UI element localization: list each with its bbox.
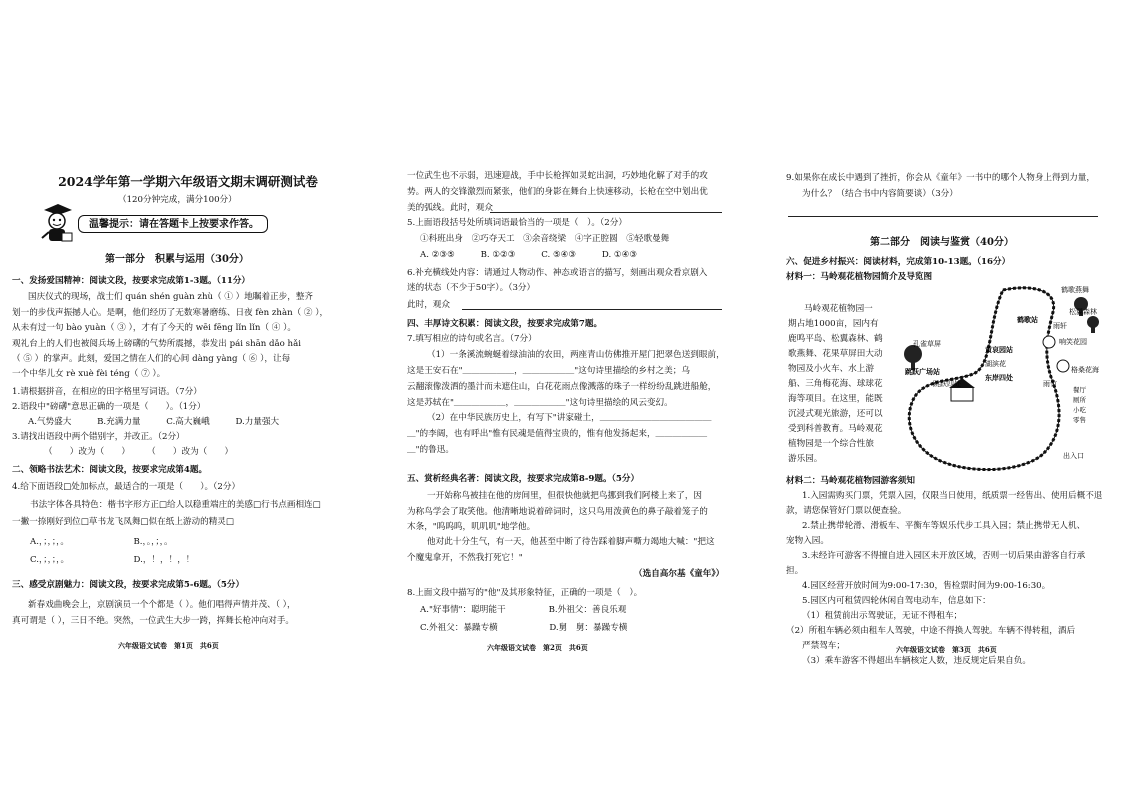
reminder-box: 温馨提示：请在答题卡上按要求作答。 bbox=[78, 215, 268, 233]
intro-line: 歌燕舞、花果草屏田大动 bbox=[788, 349, 883, 359]
text-line: 迷的状态（不少于50字）。（3分） bbox=[407, 283, 536, 293]
section-4: 四、丰厚诗文积累：阅读文段，按要求完成第7题。 bbox=[407, 319, 603, 329]
label-kongque: 孔雀草屏 bbox=[913, 340, 941, 348]
part2-heading: 第二部分 阅读与鉴赏（40分） bbox=[870, 237, 1014, 248]
question-4: 4.给下面语段□处加标点，最适合的一项是（ ）。（2分） bbox=[12, 482, 241, 492]
text-line: 划一的步伐声振撼人心。是啊，他们经历了无数寒暑磨练、日夜 fèn zhàn（ ② ）， bbox=[12, 308, 329, 318]
page-2 bbox=[372, 0, 758, 793]
material-1: 材料一：马岭观花植物园简介及导览图 bbox=[786, 272, 933, 282]
page-footer: 六年级语文试卷 第1页 共6页 bbox=[118, 641, 219, 650]
exam-subtitle: （120分钟完成，满分100分） bbox=[118, 195, 237, 205]
question-3: 3.请找出语段中两个错别字，并改正。（2分） bbox=[12, 432, 185, 442]
rule-line: 担。 bbox=[786, 566, 804, 576]
rule-line: 宠物入园。 bbox=[786, 536, 829, 546]
label-sea: 格桑花海 bbox=[1071, 366, 1099, 374]
answer-line bbox=[462, 309, 722, 310]
text-line: 势。两人的交锋激烈而紧张，他们的身影在舞台上快速移动，长枪在空中划出优 bbox=[407, 187, 708, 197]
text-line: 国庆仪式的现场，战士们 quán shén guàn zhù（ ① ）地瞩着正步，整齐 bbox=[28, 292, 314, 302]
section-1: 一、发扬爱国精神：阅读文段，按要求完成第1-3题。（11分） bbox=[12, 276, 251, 286]
options-q8-cd: C.外祖父：暴躁专横 D.舅 舅：暴躁专横 bbox=[420, 623, 628, 633]
legend-restaurant: 餐厅 bbox=[1073, 386, 1086, 394]
text-line: 新春戏曲晚会上，京剧演员一个个都是（ ）。他们唱得声情并茂、（ ）， bbox=[28, 600, 296, 610]
park-guide-map bbox=[893, 282, 1118, 478]
legend-snack: 小吃 bbox=[1073, 406, 1086, 414]
tree-icon bbox=[1087, 316, 1099, 333]
label-uiguang: 跳跃四处 bbox=[933, 380, 961, 388]
part1-heading: 第一部分 积累与运用（30分） bbox=[105, 254, 249, 265]
intro-line: 船、三角梅花海、球球花 bbox=[788, 379, 883, 389]
options-q8-ab: A."好事情"：聪明能干 B.外祖父：善良乐观 bbox=[420, 605, 627, 615]
label-east: 东岸四处 bbox=[985, 374, 1013, 382]
word-bank-q5: ①科班出身 ②巧夺天工 ③余音绕梁 ④字正腔圆 ⑤轻歌曼舞 bbox=[420, 234, 670, 244]
flower-icon bbox=[1057, 360, 1069, 372]
label-station: 鹤歌站 bbox=[1017, 316, 1038, 324]
text-line: 观礼台上的人们也被阅兵场上磅礴的气势所震撼，恭发出 pái shān dǎo hǎi bbox=[12, 339, 301, 349]
rule-line: （1）租赁前出示驾驶证，无证不得租车； bbox=[802, 611, 963, 621]
text-line: 美的弧线。此时，观众 bbox=[407, 203, 493, 213]
text-line: ＿"的李阔，也有呼出"惟有民魂是值得宝贵的，惟有他发扬起来，＿＿＿＿＿＿ bbox=[407, 429, 708, 439]
rule-line: 5.园区内可租赁四轮休闲自驾电动车，信息如下： bbox=[802, 596, 991, 606]
rule-line: （2）所租车辆必须由租车人驾驶，中途不得换人驾驶。车辆不得转租，酒后 bbox=[786, 626, 1076, 636]
label-shower: 响笑花园 bbox=[1059, 338, 1087, 346]
building-icon bbox=[951, 387, 973, 401]
section-6: 六、促进乡村振兴：阅读材料，完成第10-13题。（16分） bbox=[786, 257, 1011, 267]
question-8: 8.上面文段中描写的"他"及其形象特征，正确的一项是（ ）。 bbox=[407, 588, 643, 598]
options-q4-ab: A.，；，；，。 B.，。，；，。 bbox=[30, 537, 173, 547]
intro-line: 海等项目。在这里，能既 bbox=[788, 394, 883, 404]
intro-line: 沉浸式观光旅游，还可以 bbox=[788, 409, 883, 419]
text-line: （1）一条溪流蜿蜒着绿油油的农田，两座青山仿佛推开屋门把翠色送到眼前， bbox=[427, 350, 725, 360]
student-mascot-icon bbox=[38, 202, 76, 246]
intro-line: 鹿鸣平岛、松翼森林、鹤 bbox=[788, 334, 883, 344]
text-line: 一个中华儿女 rè xuè fèi téng（ ⑦ ）。 bbox=[12, 369, 166, 379]
question-9: 9.如果你在成长中遇到了挫折，你会从《童年》一书中的哪个人物身上得到力量， bbox=[786, 173, 1095, 183]
intro-line: 植物园是一个综合性旅 bbox=[788, 439, 874, 449]
label-heges-yanwu: 鹤歌燕舞 bbox=[1061, 286, 1089, 294]
rule-line: 3.未经许可游客不得擅自进入园区未开放区域，否则一切后果由游客自行承 bbox=[802, 551, 1086, 561]
question-2: 2.语段中"磅礴"意思正确的一项是（ ）。（1分） bbox=[12, 402, 206, 412]
rule-line: 2.禁止携带轮滑、滑板车、平衡车等娱乐代步工具入园；禁止携带无人机、 bbox=[802, 521, 1086, 531]
label-yuhuo: 雨轩 bbox=[1053, 322, 1067, 330]
label-plaza-station: 跳跃广场站 bbox=[905, 368, 940, 376]
question-1: 1.请根据拼音，在相应的田字格里写词语。（7分） bbox=[12, 387, 202, 397]
text-line: 真可谓是（ ），三日不绝。突然，一位武生大步一跨，挥舞长枪冲向对手。 bbox=[12, 616, 295, 626]
rule-line: 4.园区经营开放时间为9:00-17:30，售检票时间为9:00-16:30。 bbox=[802, 581, 1051, 591]
answer-blanks-q3: （ ）改为（ ） （ ）改为（ ） bbox=[44, 447, 234, 457]
intro-line: 游乐园。 bbox=[788, 454, 823, 464]
source-note: （选自高尔基《童年》） bbox=[634, 569, 725, 579]
text-line: （2）在中华民族历史上，有写下"讲家碰土，＿＿＿＿＿＿＿＿＿＿＿＿＿ bbox=[427, 413, 712, 423]
text-line: 他对此十分生气，有一天，他甚至中断了待告踩着脚声嘶力竭地大喊："把这 bbox=[427, 537, 715, 547]
options-q5: A. ②③⑤ B. ①②③ C. ⑤④③ D. ①④③ bbox=[420, 250, 638, 260]
intro-line: 马岭观花植物园一 bbox=[804, 304, 873, 314]
text-line: 从未有过一句 bào yuàn（ ③ ），才有了今天的 wēi fēng lǐn lǐn（ ④ ）。 bbox=[12, 323, 296, 333]
legend-toilet: 厕所 bbox=[1073, 396, 1086, 404]
section-2: 二、领略书法艺术：阅读文段，按要求完成第4题。 bbox=[12, 465, 208, 475]
page-footer: 六年级语文试卷 第3页 共6页 bbox=[896, 645, 997, 654]
text-line: 书法字体各具特色：楷书字形方正□给人以稳重端庄的美感□行书点画相连□ bbox=[30, 500, 321, 510]
legend-retail: 零售 bbox=[1073, 416, 1086, 424]
rule-line: 款，请您保管好门票以便查验。 bbox=[786, 506, 907, 516]
exam-title: 2024学年第一学期六年级语文期末调研测试卷 bbox=[58, 174, 318, 189]
text-line: 这是苏轼在"＿＿＿＿＿＿，＿＿＿＿＿＿"这句诗里描绘的风云变幻。 bbox=[407, 398, 673, 408]
material-2: 材料二：马岭观花植物园游客须知 bbox=[786, 476, 915, 486]
text-line: ＿"的鲁迅。 bbox=[407, 445, 454, 455]
intro-line: 物园及小火车、水上游 bbox=[788, 364, 874, 374]
text-line: 一撇一捺刚好到位□草书龙飞凤舞□似在纸上游动的精灵□ bbox=[12, 517, 235, 527]
page-footer: 六年级语文试卷 第2页 共6页 bbox=[487, 643, 588, 652]
label-main-station: 黄哀园站 bbox=[985, 346, 1013, 354]
tree-icon bbox=[904, 345, 922, 370]
label-yuzhu: 雨竹 bbox=[1043, 380, 1057, 388]
text-line: 一位武生也不示弱，迅速迎战，手中长枪挥如灵蛇出洞，巧妙地化解了对手的攻 bbox=[407, 171, 708, 181]
text-line: 此时，观众 bbox=[407, 300, 450, 310]
answer-line bbox=[788, 216, 1098, 217]
flower-icon bbox=[1043, 336, 1055, 348]
text-line: 为什么？（结合书中内容简要谈）（3分） bbox=[802, 189, 958, 199]
rule-line: （3）乘车游客不得超出车辆核定人数，违反规定后果自负。 bbox=[802, 656, 1031, 666]
label-exit: 出入口 bbox=[1063, 452, 1084, 460]
text-line: （ ⑤ ）的掌声。此刻，爱国之情在人们的心间 dàng yàng（ ⑥ ），让每 bbox=[12, 354, 291, 364]
rule-line: 严禁驾车； bbox=[802, 641, 845, 651]
question-5: 5.上面语段括号处所填词语最恰当的一项是（ ）。（2分） bbox=[407, 218, 627, 228]
page-1 bbox=[0, 0, 372, 793]
rule-line: 1.入园需购买门票，凭票入园，仅限当日使用，纸质票一经售出、使用后概不退 bbox=[802, 491, 1103, 501]
text-line: 个魔鬼拿开，不然我打死它！" bbox=[407, 553, 523, 563]
text-line: 云翻滚像泼洒的墨汁而未遮住山，白花花雨点像溅落的珠子一样纷纷乱跳进船舱， bbox=[407, 382, 717, 392]
text-line: 一开始称鸟被挂在他的房间里，但很快他就把鸟挪到我们阿楼上来了，因 bbox=[427, 491, 703, 501]
label-songyi-senlin: 松翼森林 bbox=[1069, 308, 1097, 316]
intro-line: 受到科普教育。马岭观花 bbox=[788, 424, 883, 434]
text-line: 木条，"呜呜呜，叽叽叽"地学他。 bbox=[407, 522, 536, 532]
section-3: 三、感受京剧魅力：阅读文段，按要求完成第5-6题。（5分） bbox=[12, 580, 245, 590]
options-q2: A.气势盛大 B.充满力量 C.高大巍峨 D.力量强大 bbox=[28, 417, 280, 427]
section-5: 五、赏析经典名著：阅读文段，按要求完成第8-9题。（5分） bbox=[407, 474, 640, 484]
text-line: 这是王安石在"＿＿＿＿＿＿，＿＿＿＿＿＿"这句诗里描绘的乡村之美；乌 bbox=[407, 366, 690, 376]
question-6: 6.补充横线处内容：请通过人物动作、神态或语言的描写，刻画出观众看京剧入 bbox=[407, 268, 708, 278]
question-7: 7.填写相应的诗句或名言。（7分） bbox=[407, 334, 537, 344]
answer-line bbox=[490, 212, 722, 213]
intro-line: 期占地1000亩，园内有 bbox=[788, 319, 879, 329]
options-q4-cd: C.，；，；，。 D.，！，！，！ bbox=[30, 555, 195, 565]
label-lake: 湖滨花 bbox=[985, 360, 1006, 368]
text-line: 为称鸟学会了取笑他。他清晰地说着碎词时，这只鸟用泼黄色的鼻子敲着笼子的 bbox=[407, 507, 708, 517]
